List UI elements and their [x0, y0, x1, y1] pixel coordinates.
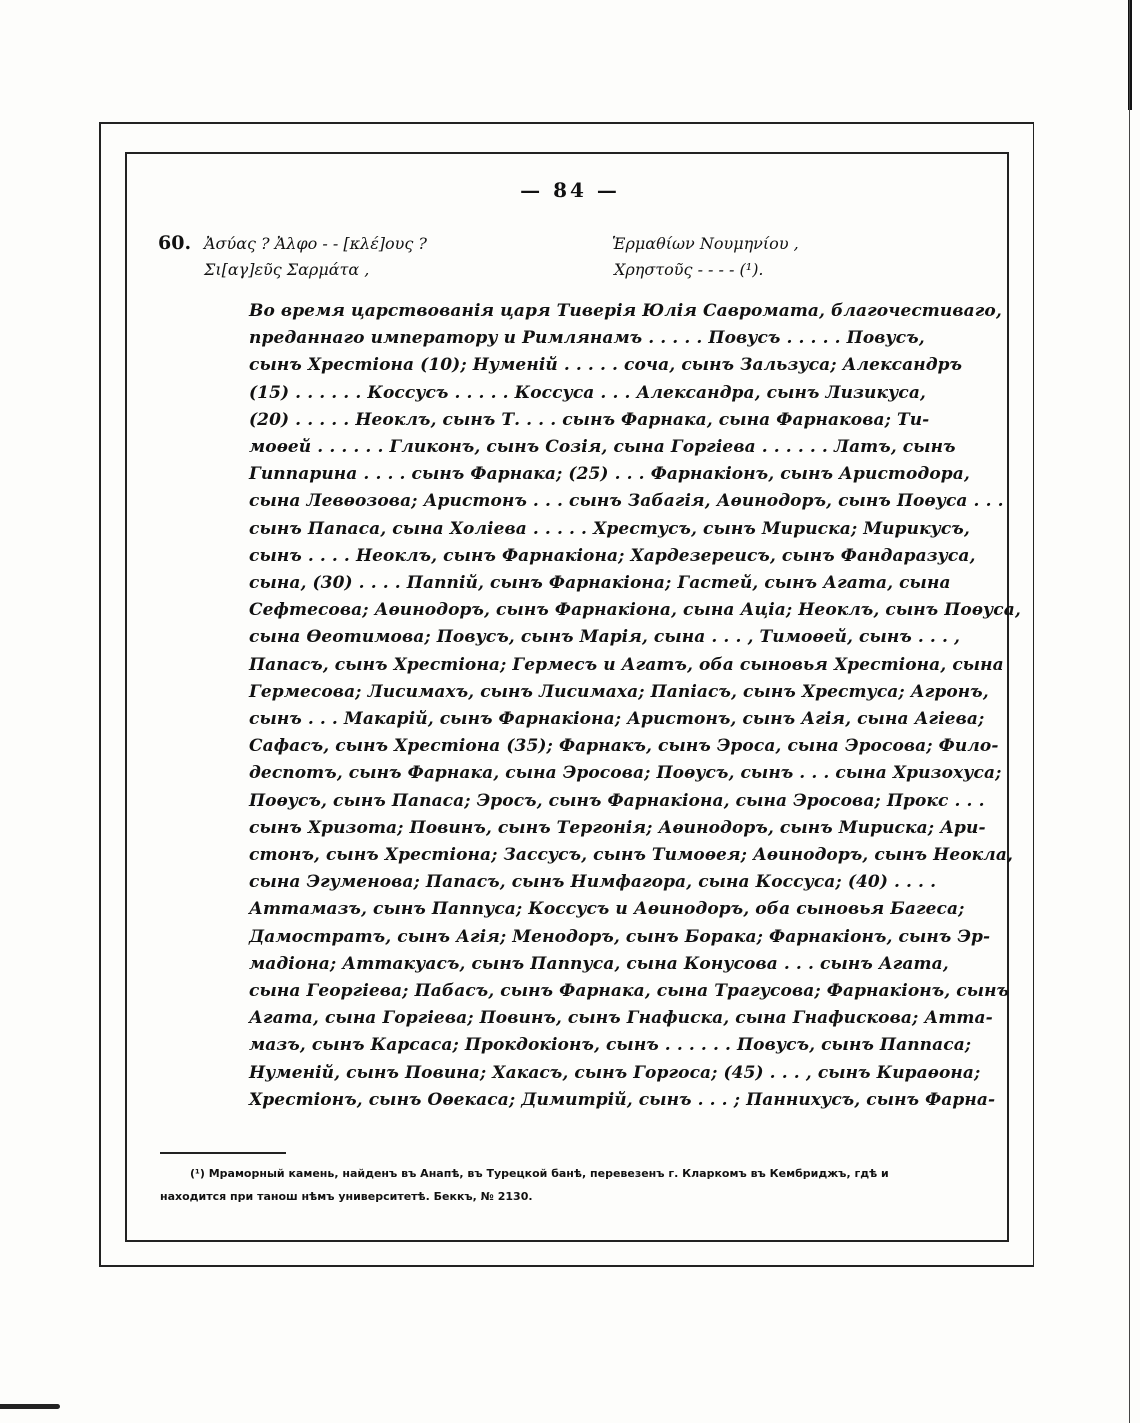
body-text-line: Сафасъ, сынъ Хрестіона (35); Фарнакъ, сынъ Эроса, сына Эросова; Фило- — [249, 736, 999, 757]
body-text-line: сынъ Хризота; Повинъ, сынъ Тергонія; Аѳинодоръ, сынъ Мириска; Ари- — [249, 817, 986, 838]
footnote-rule — [160, 1152, 286, 1154]
body-text-line: стонъ, сынъ Хрестіона; Зассусъ, сынъ Тимоѳея; Аѳинодоръ, сынъ Неокла, — [249, 845, 1013, 866]
body-text-line: деспотъ, сынъ Фарнака, сына Эросова; Поѳусъ, сынъ . . . сына Хризохуса; — [249, 763, 1002, 784]
body-text-line: Нуменій, сынъ Повина; Хакасъ, сынъ Горгоса; (45) . . . , сынъ Кираѳона; — [249, 1062, 981, 1083]
greek-text-right-line1: Ἑρμαθίων Νουμηνίου , — [612, 234, 799, 253]
body-text-line: сына Эгуменова; Папасъ, сынъ Нимфагора, сына Коссуса; (40) . . . . — [249, 872, 937, 893]
page-number: — 84 — — [520, 178, 620, 202]
body-text-line: Хрестіонъ, сынъ Оѳекаса; Димитрій, сынъ . . . ; Паннихусъ, сынъ Фарна- — [249, 1089, 996, 1110]
body-text-line: Во время царствованія царя Тиверія Юлія Савромата, благочестиваго, — [249, 301, 1002, 321]
body-text-line: сынъ . . . Макарій, сынъ Фарнакіона; Аристонъ, сынъ Агія, сына Агіева; — [249, 709, 985, 730]
body-text-line: сынъ . . . . Неоклъ, сынъ Фарнакіона; Хардезереисъ, сынъ Фандаразуса, — [249, 545, 976, 566]
body-text-line: (15) . . . . . . Коссусъ . . . . . Коссуса . . . Александра, сынъ Лизикуса, — [249, 382, 926, 403]
footnote-line: (¹) Мраморный камень, найденъ въ Анапѣ, въ Турецкой банѣ, перевезенъ г. Кларкомъ въ Кембриджъ, гдѣ и — [190, 1167, 889, 1180]
footnote — [160, 1162, 978, 1208]
body-text-line: моѳей . . . . . . Гликонъ, сынъ Созія, сына Горгіева . . . . . . Латъ, сынъ — [249, 437, 956, 458]
body-text-line: Агата, сына Горгіева; Повинъ, сынъ Гнафиска, сына Гнафискова; Атта- — [249, 1008, 993, 1029]
footnote-line: находится при танош нѣмъ университетѣ. Беккъ, № 2130. — [160, 1190, 533, 1203]
greek-text-right-line2: Χρηστοῦς - - - - (¹). — [614, 260, 764, 279]
body-text-line: сына, (30) . . . . Паппій, сынъ Фарнакіона; Гастей, сынъ Агата, сына — [249, 573, 951, 594]
translation-body — [249, 298, 1021, 1114]
body-text-line: сына Левѳозова; Аристонъ . . . сынъ Забагія, Аѳинодоръ, сынъ Поѳуса . . . — [249, 491, 1004, 512]
scan-edge-line — [1129, 0, 1130, 1423]
body-text-line: сына Ѳеотимова; Повусъ, сынъ Марія, сына . . . , Тимоѳей, сынъ . . . , — [249, 627, 960, 648]
greek-text-left-line2: Σι[αγ]εῦς Σαρμάτα , — [204, 260, 370, 279]
greek-text-left-line1: Ἀσύας ? Ἀλφο - - [κλέ]ους ? — [204, 234, 428, 253]
body-text-line: преданнаго императору и Римлянамъ . . . . . Повусъ . . . . . Повусъ, — [249, 328, 925, 349]
body-text-line: сынъ Хрестіона (10); Нуменій . . . . . соча, сынъ Зальзуса; Александръ — [249, 355, 963, 376]
body-text-line: Гиппарина . . . . сынъ Фарнака; (25) . . . Фарнакіонъ, сынъ Аристодора, — [249, 464, 970, 485]
body-text-line: Сефтесова; Аѳинодоръ, сынъ Фарнакіона, сына Аціа; Неоклъ, сынъ Поѳуса, — [249, 600, 1021, 621]
body-text-line: сына Георгіева; Пабасъ, сынъ Фарнака, сына Трагусова; Фарнакіонъ, сынъ — [249, 981, 1010, 1002]
body-text-line: Поѳусъ, сынъ Папаса; Эросъ, сынъ Фарнакіона, сына Эросова; Прокс . . . — [249, 790, 985, 811]
body-text-line: Аттамазъ, сынъ Паппуса; Коссусъ и Аѳинодоръ, оба сыновья Багеса; — [249, 899, 965, 920]
body-text-line: мазъ, сынъ Карсаса; Прокдокіонъ, сынъ . . . . . . Повусъ, сынъ Паппаса; — [249, 1035, 972, 1056]
body-text-line: Гермесова; Лисимахъ, сынъ Лисимаха; Папіасъ, сынъ Хрестуса; Агронъ, — [249, 681, 989, 702]
body-text-line: (20) . . . . . Неоклъ, сынъ Т. . . . сынъ Фарнака, сына Фарнакова; Ти- — [249, 409, 930, 430]
inscription-number: 60. — [158, 232, 192, 254]
scan-bottom-mark — [0, 1404, 60, 1409]
body-text-line: Папасъ, сынъ Хрестіона; Гермесъ и Агатъ, оба сыновья Хрестіона, сына — [249, 654, 1004, 675]
body-text-line: мадіона; Аттакуасъ, сынъ Паппуса, сына Конусова . . . сынъ Агата, — [249, 953, 949, 974]
body-text-line: сынъ Папаса, сына Холіева . . . . . Хрестусъ, сынъ Мириска; Мирикусъ, — [249, 518, 970, 539]
body-text-line: Дамостратъ, сынъ Агія; Менодоръ, сынъ Борака; Фарнакіонъ, сынъ Эр- — [249, 926, 991, 947]
